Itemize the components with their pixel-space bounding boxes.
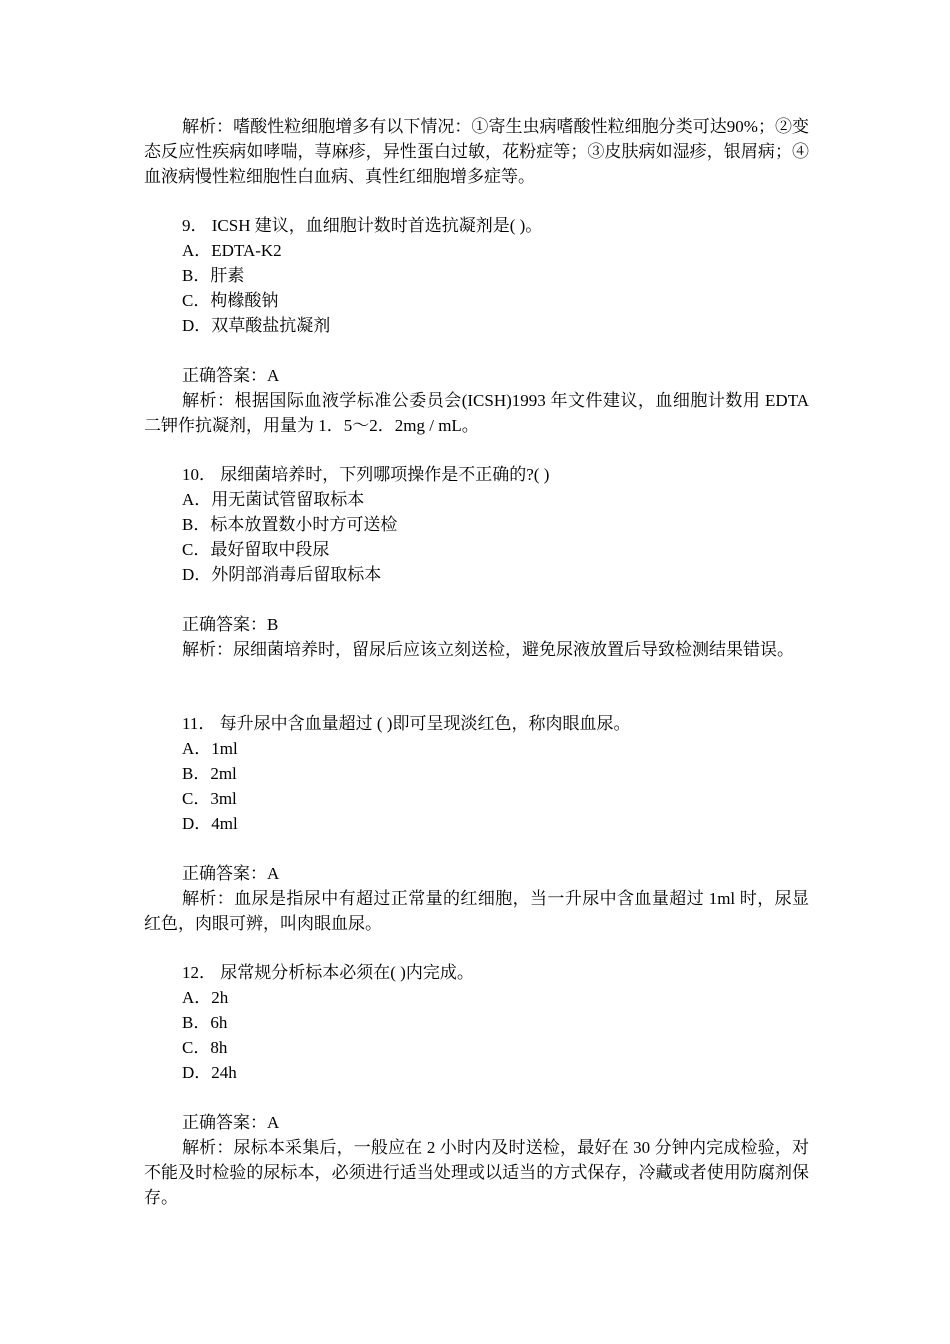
explanation-text: 解析：嗜酸性粒细胞增多有以下情况：①寄生虫病嗜酸性粒细胞分类可达90%；②变态反应性疾病如哮喘，荨麻疹，异性蛋白过敏，花粉症等；③皮肤病如湿疹，银屑病；④血液病慢性粒细胞性白血病、真性红细胞增多症等。: [144, 117, 809, 186]
correct-answer: 正确答案：B: [182, 615, 279, 634]
explanation-text: 解析：尿细菌培养时，留尿后应该立刻送检，避免尿液放置后导致检测结果错误。: [182, 640, 794, 659]
question-12: [144, 960, 809, 1085]
answer-9: [144, 363, 809, 438]
option-c: C．3ml: [182, 789, 237, 808]
intro-explanation-block: [144, 114, 809, 189]
question-10: [144, 462, 809, 587]
correct-answer: 正确答案：A: [182, 1113, 280, 1132]
option-b: B．2ml: [182, 764, 237, 783]
option-b: B．标本放置数小时方可送检: [182, 515, 398, 534]
explanation-text: 解析：尿标本采集后，一般应在 2 小时内及时送检，最好在 30 分钟内完成检验，对不能及时检验的尿标本，必须进行适当处理或以适当的方式保存，冷藏或者使用防腐剂保存。: [144, 1138, 809, 1207]
explanation-text: 解析：血尿是指尿中有超过正常量的红细胞，当一升尿中含血量超过 1ml 时，尿显红色，肉眼可辨，叫肉眼血尿。: [144, 889, 809, 933]
correct-answer: 正确答案：A: [182, 864, 280, 883]
option-a: A．用无菌试管留取标本: [182, 490, 365, 509]
answer-12: [144, 1110, 809, 1210]
option-c: C．最好留取中段尿: [182, 540, 330, 559]
correct-answer: 正确答案：A: [182, 366, 280, 385]
option-b: B．肝素: [182, 266, 245, 285]
explanation-text: 解析：根据国际血液学标准公委员会(ICSH)1993 年文件建议，血细胞计数用 EDTA 二钾作抗凝剂，用量为 1．5～2．2mg / mL。: [144, 391, 809, 435]
option-c: C．8h: [182, 1038, 228, 1057]
question-stem: 9． ICSH 建议，血细胞计数时首选抗凝剂是( )。: [182, 216, 543, 235]
question-stem: 10． 尿细菌培养时，下列哪项操作是不正确的?( ): [182, 465, 550, 484]
option-a: A．2h: [182, 988, 229, 1007]
question-stem: 11． 每升尿中含血量超过 ( )即可呈现淡红色，称肉眼血尿。: [182, 714, 631, 733]
option-d: D．外阴部消毒后留取标本: [182, 565, 382, 584]
option-d: D．4ml: [182, 814, 238, 833]
option-c: C．枸橼酸钠: [182, 291, 279, 310]
option-d: D．24h: [182, 1063, 237, 1082]
option-a: A．EDTA-K2: [182, 241, 282, 260]
question-9: [144, 213, 809, 338]
option-d: D．双草酸盐抗凝剂: [182, 316, 331, 335]
answer-10: [144, 612, 809, 662]
question-stem: 12． 尿常规分析标本必须在( )内完成。: [182, 963, 474, 982]
answer-11: [144, 861, 809, 936]
question-11: [144, 711, 809, 836]
option-a: A．1ml: [182, 739, 238, 758]
option-b: B．6h: [182, 1013, 228, 1032]
